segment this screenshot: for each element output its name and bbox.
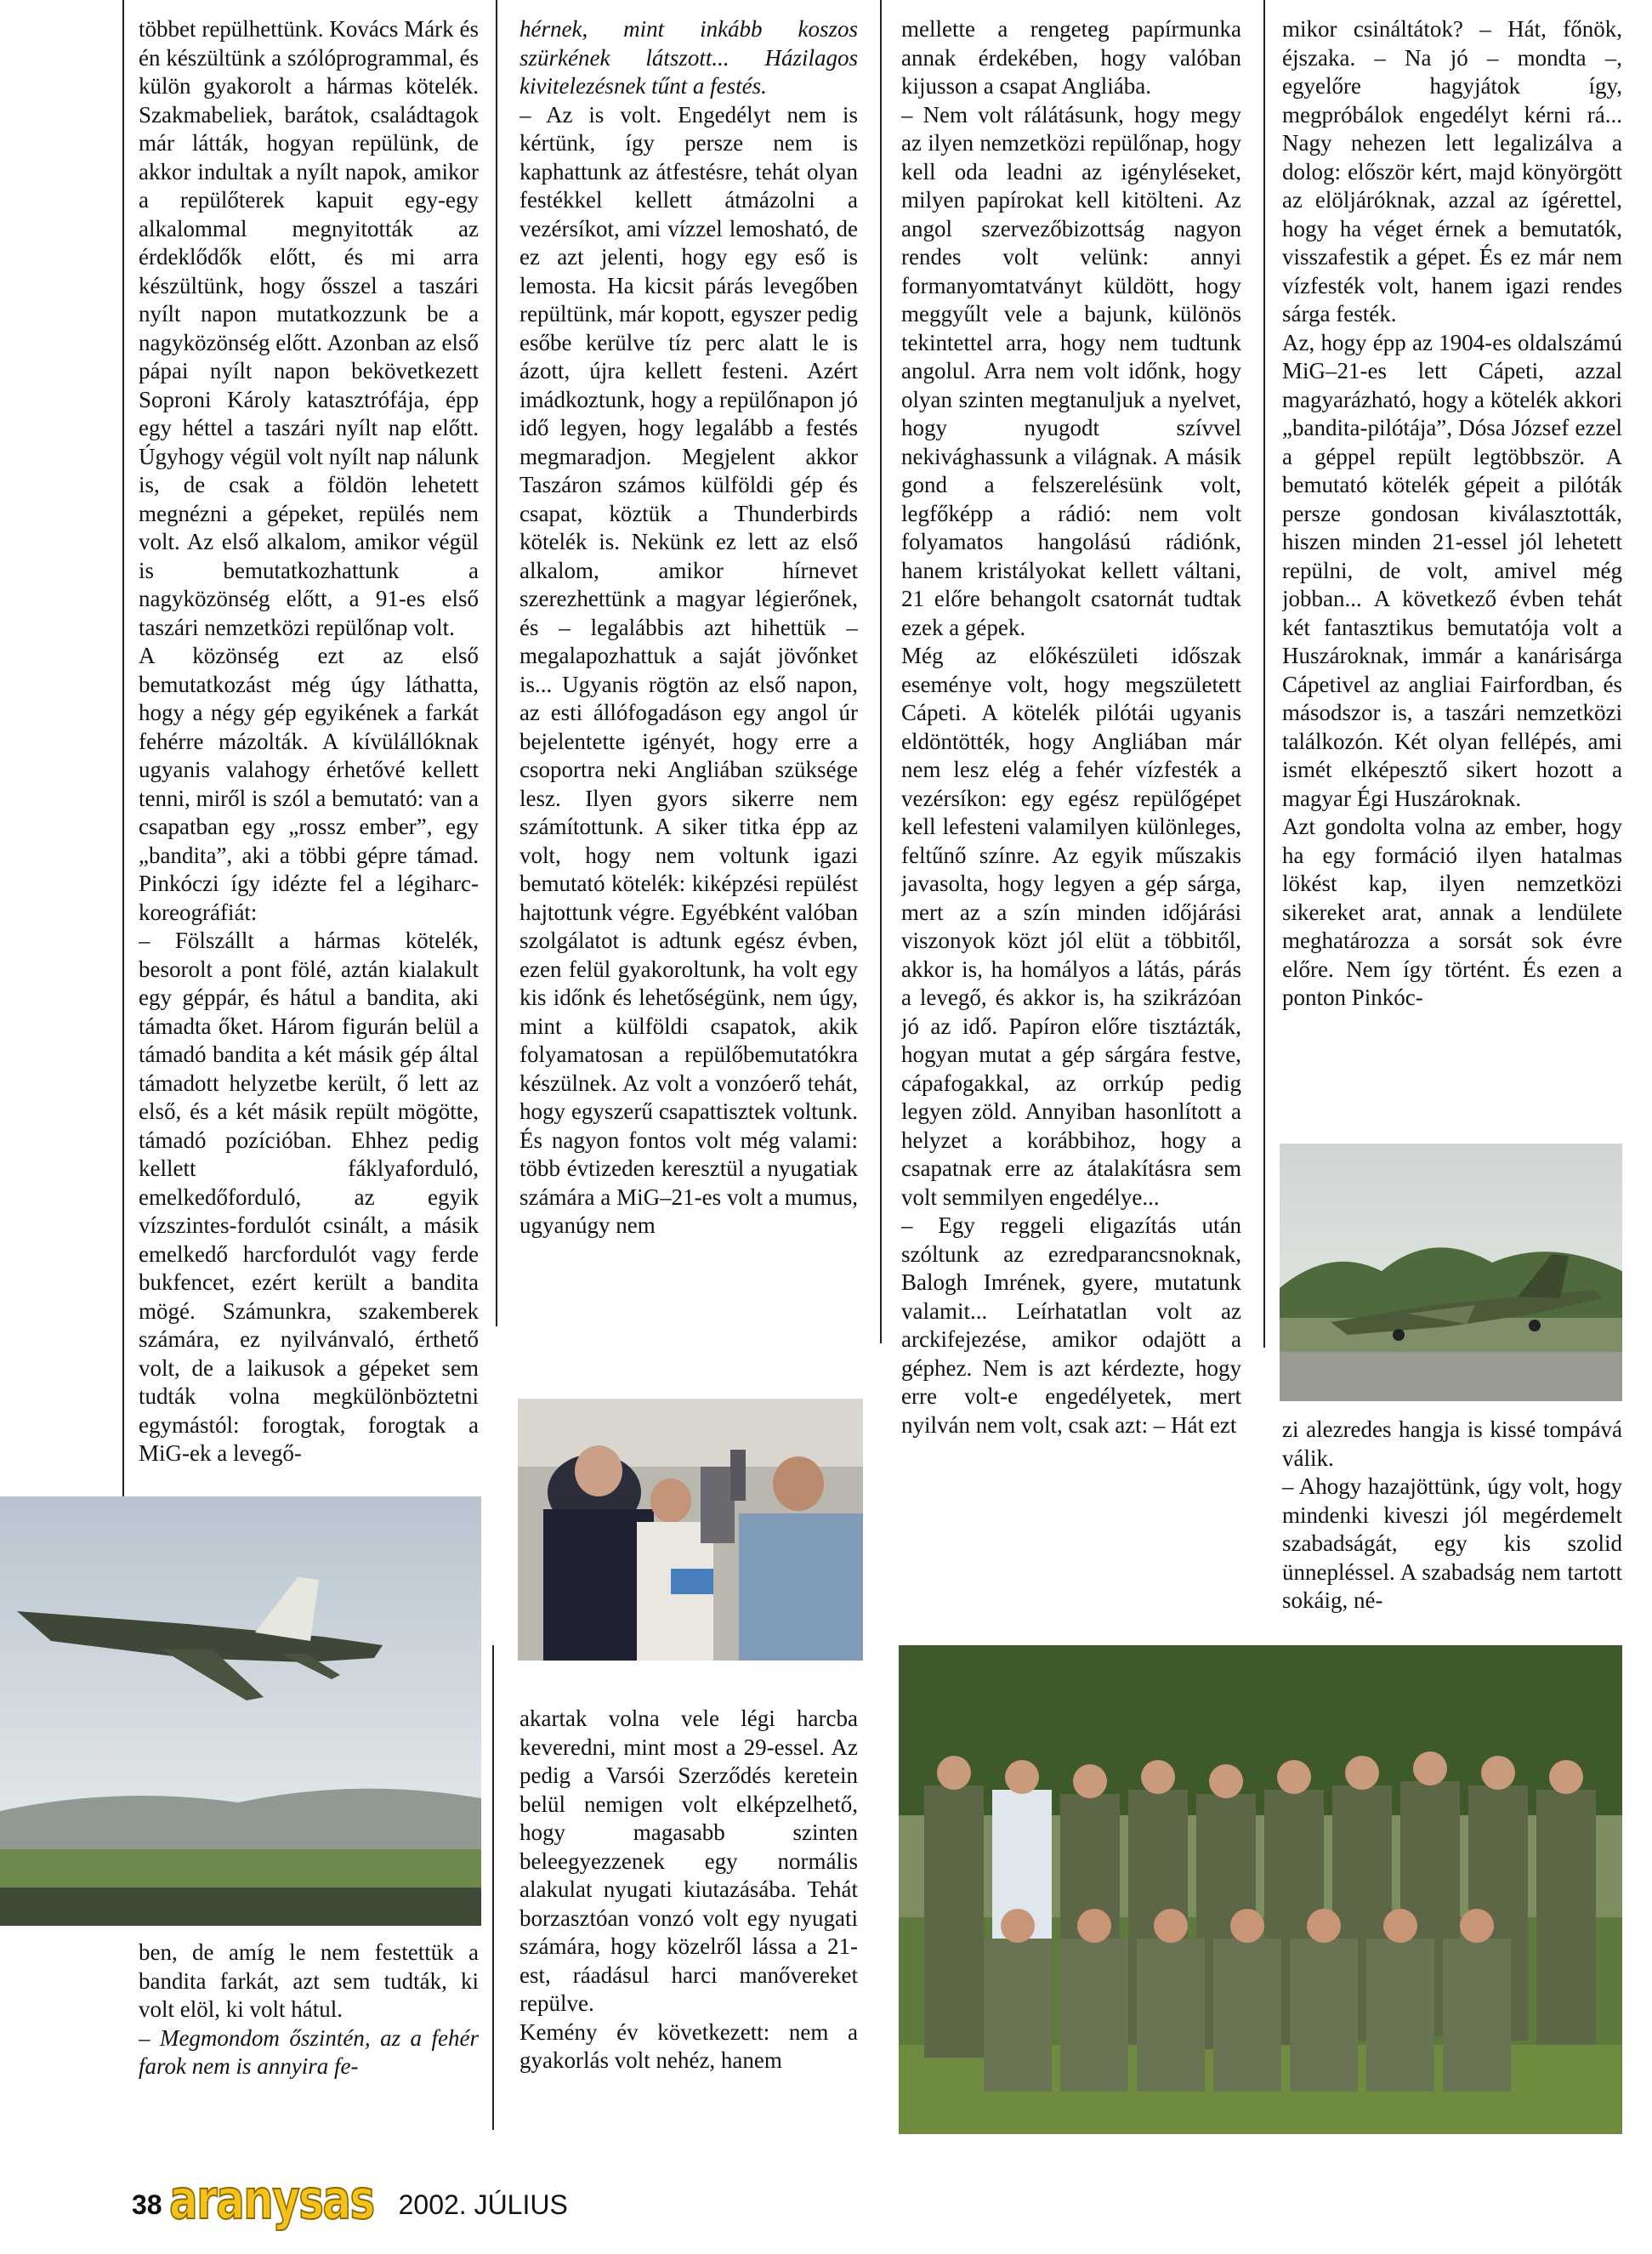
group-photo (899, 1645, 1622, 2134)
paragraph: mellette a rengeteg papírmunka annak érdekében, hogy valóban kijusson a csapat Angliába. (901, 16, 1241, 99)
column-rule (496, 0, 497, 1326)
question-paragraph: hérnek, mint inkább koszos szürkének látszott... Házilagos kivitelezésnek tűnt a festés. (519, 16, 858, 99)
page-number: 38 (132, 2189, 162, 2220)
column-rule (1263, 0, 1265, 1348)
paragraph: Azt gondolta volna az ember, hogy ha egy formáció ilyen hatalmas lökést kap, ilyen nemzetközi sikereket arat, annak a lendülete meghatározza a sorsát sok évre előre. Nem így történt. És ezen a ponton Pinkóc- (1282, 814, 1622, 1010)
paragraph: ben, de amíg le nem festettük a bandita farkát, azt sem tudták, ki volt elöl, ki volt hátul. (139, 1939, 479, 2022)
paragraph: többet repülhettünk. Kovács Márk és én készültünk a szólóprogrammal, és külön gyakorolt a hármas kötelék. Szakmabeliek, barátok, családtagok már látták, hogyan repülünk, de akkor indultak a nyílt napok, amikor a repülőterek kapuit egy-egy alkalommal megnyitották az érdeklődők előtt, és mi arra készültünk, hogy ősszel a taszári nyílt napon mutatkozzunk be a nagyközönség előtt. Azonban az első pápai nyílt napon bekövetkezett Soproni Károly katasztrófája, épp egy héttel a taszári nyílt nap előtt. Úgyhogy végül volt nyílt nap nálunk is, de csak a földön lehetett megnézni a gépeket, repülés nem volt. Az első alkalom, amikor végül is bemutatkozhattunk a nagyközönség előtt, a 91-es első taszári nemzetközi repülőnap volt. (139, 16, 479, 640)
paragraph: Kemény év következett: nem a gyakorlás volt nehéz, hanem (519, 2018, 858, 2073)
article-column-3 (901, 15, 1241, 1656)
paragraph: – Fölszállt a hármas kötelék, besorolt a pont fölé, aztán kialakult egy géppár, és hátul a bandita, aki támadta őket. Három figurán belül a támadó bandita a két másik gép által támadott helyzetbe került, ő lett az első, és a két másik repült mögötte, támadó pozícióban. Ehhez pedig kellett fáklyaforduló, emelkedőforduló, az egyik vízszintes-fordulót csinált, a másik emelkedő harcfordulót vagy ferde bukfencet, ezért került a bandita mögé. Számunkra, szakemberek számára, ez nyilvánvaló, érthető volt, de a laikusok a gépeket sem tudták volna megkülönböztetni egymástól: forogtak, forogtak a MiG-ek a levegő- (139, 928, 479, 1466)
column-rule (492, 1645, 494, 2130)
question-paragraph: – Megmondom őszintén, az a fehér farok nem is annyira fe- (139, 2024, 479, 2079)
article-column-4-continued (1282, 1416, 1622, 1662)
issue-date: 2002. JÚLIUS (398, 2189, 568, 2220)
paragraph: akartak volna vele légi harcba keveredni, mint most a 29-essel. Az pedig a Varsói Szerződés keretein belül nemigen volt elképzelhető, hogy magasabb szinten beleegyezzenek egy normális alakulat nyugati kiutazásába. Tehát borzasztóan vonzó volt egy nyugati számára, hogy közelről lássa a 21-est, ráadásul harci manővereket repülve. (519, 1706, 858, 2016)
article-column-1-continued (139, 1939, 479, 2143)
taxiing-jet-photo (1280, 1144, 1622, 1401)
article-column-1 (139, 15, 479, 1639)
paragraph: A közönség ezt az első bemutatkozást még úgy láthatta, hogy a négy gép egyikének a farkát fehérre mázolták. A kívülállóknak ugyanis valahogy érhetővé kellett tenni, miről is szól a bemutató: van a csapatban egy „rossz ember”, egy „bandita”, aki a többi gépre támad. Pinkóczi így idézte fel a légiharc-koreográfiát: (139, 643, 479, 925)
paragraph: – Az is volt. Engedélyt nem is kértünk, így persze nem is kaphattunk az átfestésre, tehát olyan festékkel kellett átmázolni a vezérsíkot, ami vízzel lemosható, de ez azt jelenti, hogy egy eső is lemosta. Ha kicsit párás levegőben repültünk, már kopott, egyszer pedig esőbe kerülve tíz perc alatt le is ázott, újra kellett festeni. Azért imádkoztunk, hogy a repülőnapon jó idő legyen, hogy legalább a festés megmaradjon. Megjelent akkor Taszáron számos külföldi gép és csapat, köztük a Thunderbirds kötelék is. Nekünk ez lett az első alkalom, amikor hírnevet szerezhettünk a magyar légierőnek, és – legalábbis azt hihettük – megalapozhattuk a saját jövőnket is... Ugyanis rögtön az első napon, az esti állófogadáson egy angol úr bejelentette igényét, hogy erre a csoportra neki Angliában szüksége lesz. Ilyen gyors sikerre nem számítottunk. A siker titka épp az volt, hogy nem voltunk igazi bemutató kötelék: kiképzési repülést hajtottunk végre. Egyébként valóban szolgálatot is adtunk egész évben, ezen felül gyakoroltunk, ha volt egy kis időnk és lehetőségünk, nem úgy, mint a külföldi csapatok, akik folyamatosan a repülőbemutatókra készülnek. Az volt a vonzóerő tehát, hogy egyszerű csapattisztek voltunk. És nagyon fontos volt még valami: több évtizeden keresztül a nyugatiak számára a MiG–21-es volt a mumus, ugyanúgy nem (519, 101, 858, 1238)
article-column-2 (519, 15, 858, 1384)
takeoff-jet-photo (0, 1496, 481, 1926)
paragraph: mikor csináltátok? – Hát, főnök, éjszaka. – Na jó – mondta –, egyelőre hagyjátok így, megpróbálok engedélyt kérni rá... Nagy nehezen lett legalizálva a dolog: először kért, majd könyörgött az elöljáróknak, azzal az ígérettel, hogy ha véget érnek a bemutatók, visszafestik a gépet. És ez már nem vízfesték volt, hanem igazi rendes sárga festék. (1282, 16, 1622, 326)
paragraph: – Nem volt rálátásunk, hogy megy az ilyen nemzetközi repülőnap, hogy kell oda leadni az igényléseket, milyen papírokat kell kitölteni. Az angol szervezőbizottság nagyon rendes volt velünk: annyi formanyomtatványt küldött, hogy meggyűlt vele a bajunk, különös tekintettel arra, hogy nem tudtunk angolul. Arra nem volt időnk, hogy olyan szinten megtanuljuk a nyelvet, hogy nyugodt szívvel nekivághassunk a világnak. A másik gond a felszerelésünk volt, legfőképp a rádió: nem volt folyamatos hangolású rádiónk, hanem kristályokat kellett váltani, 21 előre behangolt csatornát tudtak ezek a gépek. (901, 101, 1241, 640)
paragraph: Még az előkészületi időszak eseménye volt, hogy megszületett Cápeti. A kötelék pilótái ugyanis eldöntötték, hogy Angliában már nem lesz elég a fehér vízfesték a vezérsíkon: egy egész repülőgépet kell lefesteni valamilyen különleges, feltűnő színre. Az egyik műszakis javasolta, hogy legyen a gép sárga, mert az a szín minden időjárási viszonyok közt jól elüt a többitől, akkor is, ha homályos a látás, párás a levegő, és akkor is, ha szikrázóan jó az idő. Papíron előre tisztázták, hogyan mutat a gép sárgára festve, cápafogakkal, az orrkúp pedig legyen zöld. Annyiban hasonlított a helyzet a korábbihoz, hogy a csapatnak erre az átalakításra sem volt semmilyen engedélye... (901, 643, 1241, 1210)
paragraph: Az, hogy épp az 1904-es oldalszámú MiG–21-es lett Cápeti, azzal magyarázható, hogy a kötelék akkori „bandita-pilótája”, Dósa József ezzel a géppel repült legtöbbször. A bemutató kötelék gépeit a pilóták persze gondosan kiválasztották, hiszen minden 21-essel jól lehetett repülni, de volt, amivel még jobban... A következő évben tehát két fantasztikus bemutatója volt a Huszároknak, immár a kanárisárga Cápetivel az angliai Fairfordban, és másodszor is, a taszári nemzetközi találkozón. Két olyan fellépés, ami ismét elképesztő sikert hozott a magyar Égi Huszároknak. (1282, 329, 1622, 811)
article-column-2-continued (519, 1705, 858, 2147)
paragraph: – Ahogy hazajöttünk, úgy volt, hogy mindenki kiveszi jól megérdemelt szabadságát, egy kis szolid ünnepléssel. A szabadság nem tartott sokáig, né- (1282, 1473, 1622, 1613)
article-column-4 (1282, 15, 1622, 1133)
paragraph: zi alezredes hangja is kissé tompává válik. (1282, 1417, 1622, 1471)
magazine-logo: aranysas (168, 2169, 374, 2232)
column-rule (122, 0, 124, 1496)
column-rule (880, 0, 882, 1343)
crowd-photo (518, 1399, 863, 1661)
paragraph: – Egy reggeli eligazítás után szóltunk az ezredparancsnoknak, Balogh Imrének, gyere, mutatunk valamit... Leírhatatlan volt az arckifejezése, amikor odajött a géphez. Nem is azt kérdezte, hogy erre volt-e engedélyetek, mert nyilván nem volt, csak azt: – Hát ezt (901, 1212, 1241, 1438)
page-footer (132, 2166, 568, 2232)
